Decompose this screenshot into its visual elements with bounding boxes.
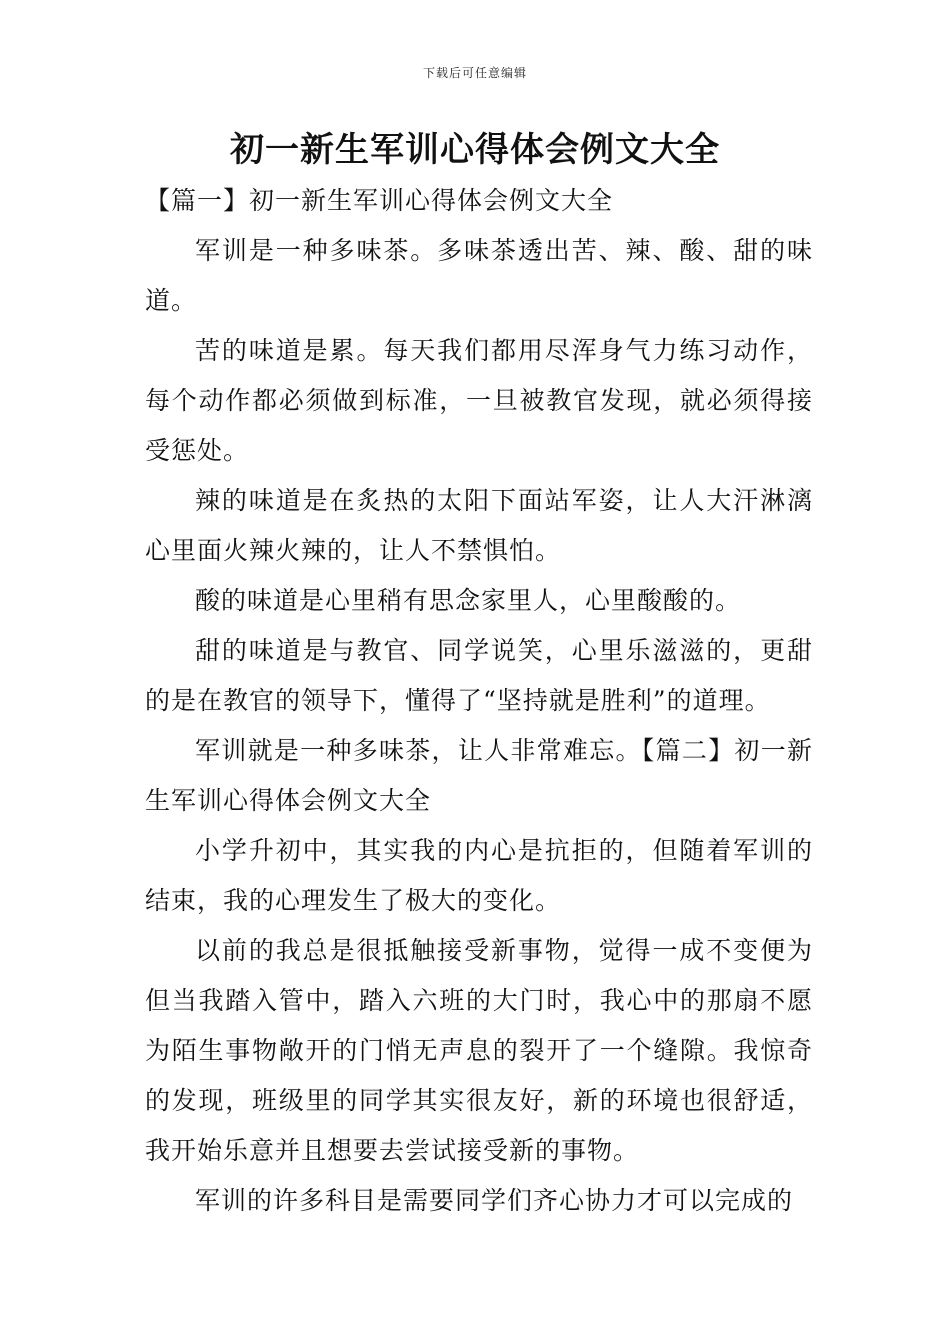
document-title: 初一新生军训心得体会例文大全	[230, 130, 720, 170]
paragraph: 辣的味道是在炙热的太阳下面站军姿，让人大汗淋漓心里面火辣火辣的，让人不禁惧怕。	[145, 486, 813, 565]
header-note: 下载后可任意编辑	[422, 66, 527, 80]
paragraph: 酸的味道是心里稍有思念家里人，心里酸酸的。	[195, 586, 742, 615]
paragraph: 小学升初中，其实我的内心是抗拒的，但随着军训的结束，我的心理发生了极大的变化。	[145, 836, 813, 915]
paragraph: 军训是一种多味茶。多味茶透出苦、辣、酸、甜的味道。	[145, 236, 813, 315]
section-heading-1: 【篇一】初一新生军训心得体会例文大全	[145, 186, 614, 215]
paragraph: 苦的味道是累。每天我们都用尽浑身气力练习动作，每个动作都必须做到标准，一旦被教官发现，就必须得接受惩处。	[145, 336, 813, 465]
paragraph: 军训就是一种多味茶，让人非常难忘。【篇二】初一新生军训心得体会例文大全	[145, 736, 813, 815]
document-body	[145, 176, 813, 1226]
paragraph: 军训的许多科目是需要同学们齐心协力才可以完成的	[195, 1186, 794, 1215]
paragraph: 以前的我总是很抵触接受新事物，觉得一成不变便为但当我踏入管中，踏入六班的大门时，我心中的那扇不愿为陌生事物敞开的门悄无声息的裂开了一个缝隙。我惊奇的发现，班级里的同学其实很友好，新的环境也很舒适，我开始乐意并且想要去尝试接受新的事物。	[145, 936, 813, 1165]
paragraph: 甜的味道是与教官、同学说笑，心里乐滋滋的，更甜的是在教官的领导下，懂得了“坚持就是胜利”的道理。	[145, 636, 813, 715]
